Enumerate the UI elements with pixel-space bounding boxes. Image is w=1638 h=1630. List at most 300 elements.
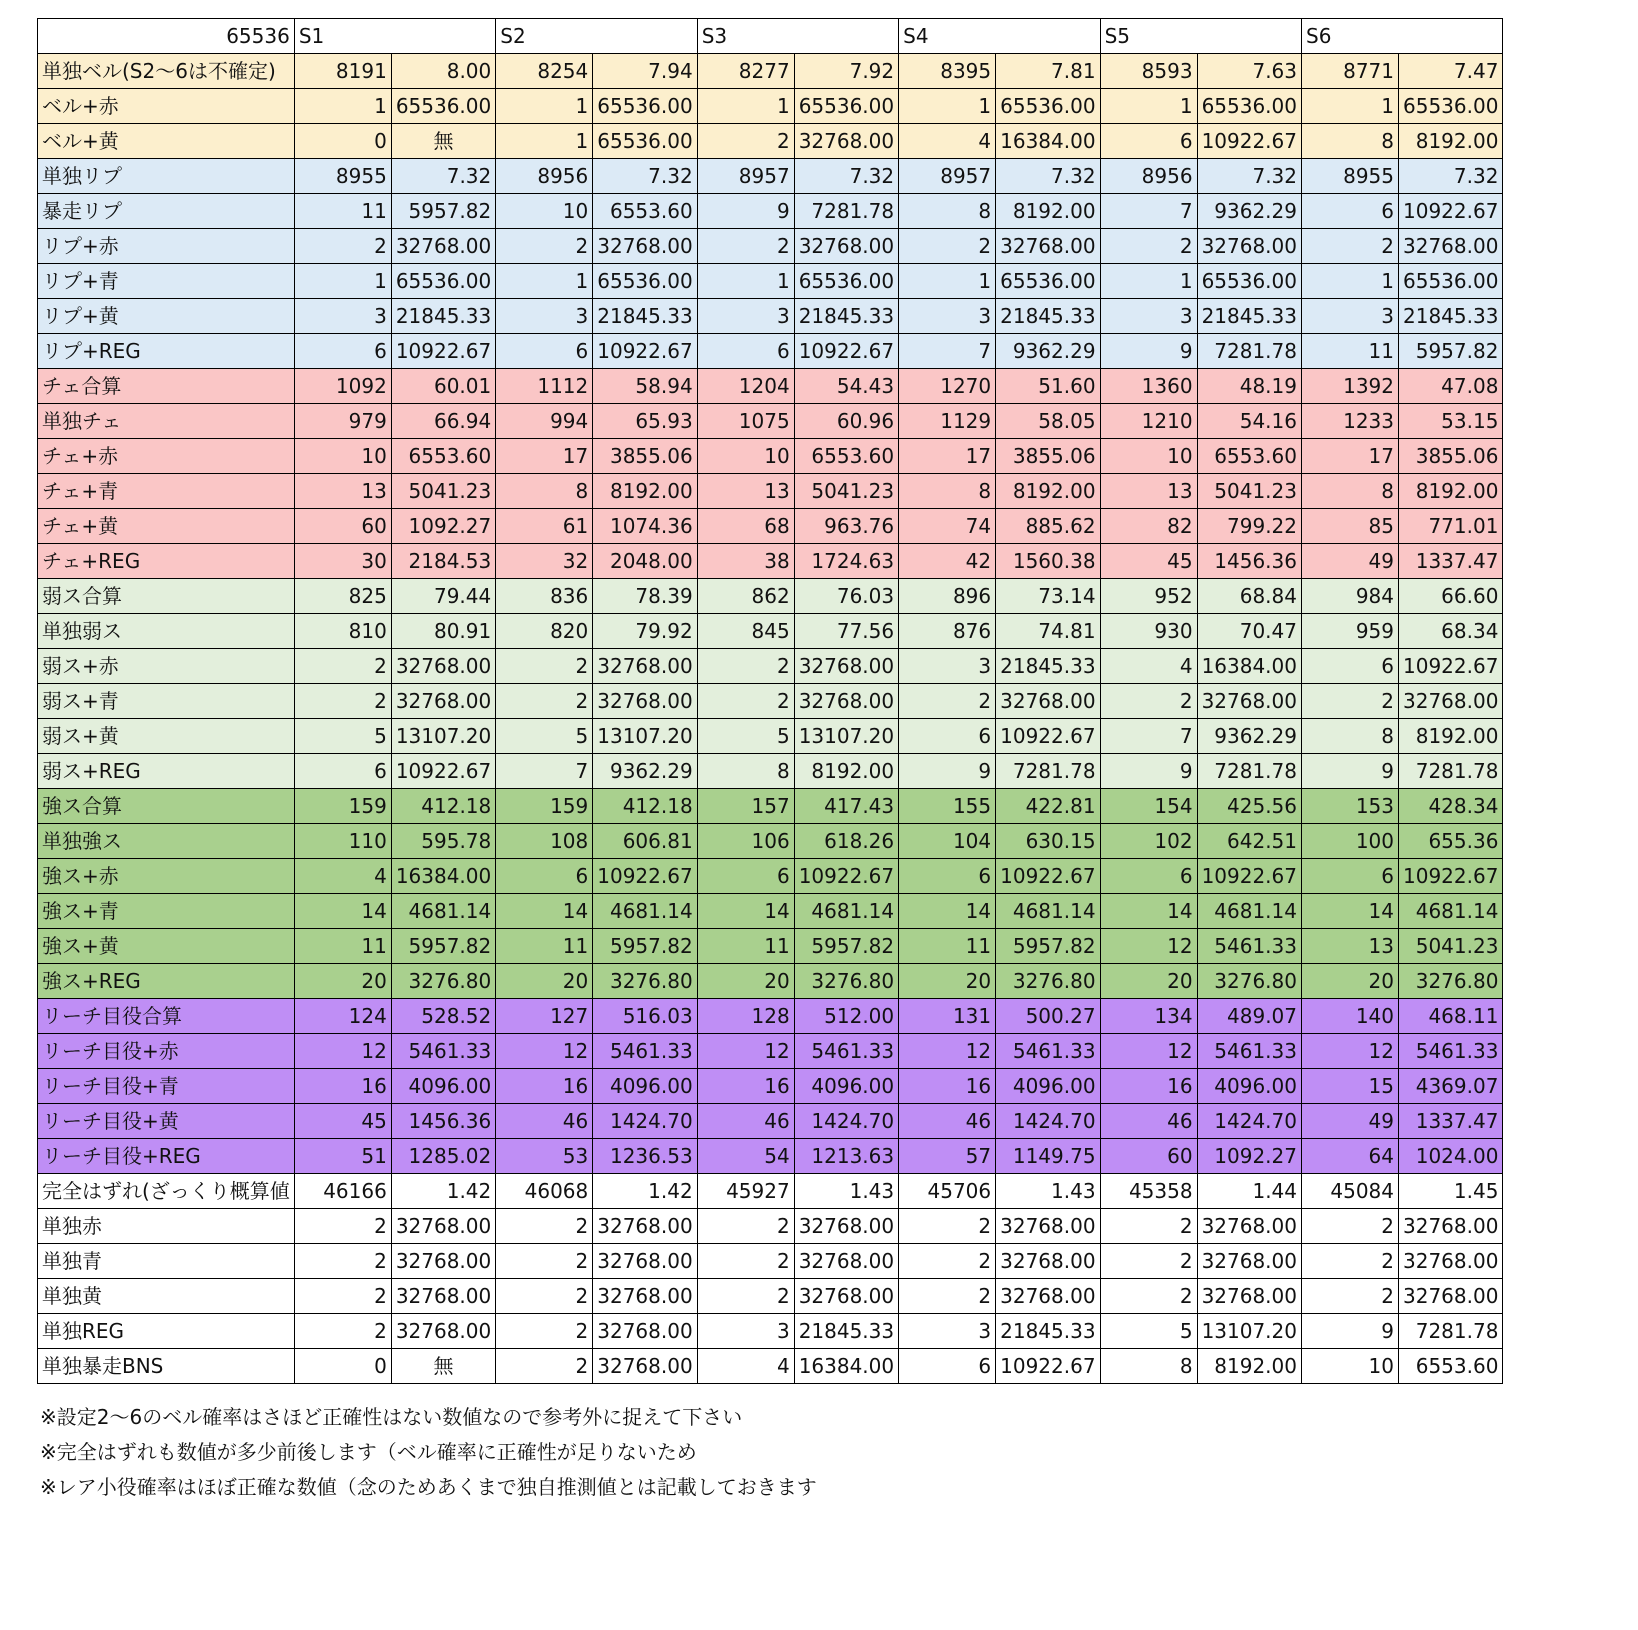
count-cell[interactable]: 46 xyxy=(697,1104,794,1139)
count-cell[interactable]: 1112 xyxy=(496,369,593,404)
probability-cell[interactable]: 885.62 xyxy=(996,509,1100,544)
probability-cell[interactable]: 422.81 xyxy=(996,789,1100,824)
count-cell[interactable]: 140 xyxy=(1302,999,1399,1034)
count-cell[interactable]: 153 xyxy=(1302,789,1399,824)
row-label-cell[interactable]: 弱ス+青 xyxy=(38,684,295,719)
probability-cell[interactable]: 32768.00 xyxy=(593,229,697,264)
probability-cell[interactable]: 13107.20 xyxy=(391,719,495,754)
count-cell[interactable]: 104 xyxy=(899,824,996,859)
probability-cell[interactable]: 53.15 xyxy=(1399,404,1503,439)
count-cell[interactable]: 11 xyxy=(294,929,391,964)
count-cell[interactable]: 6 xyxy=(1302,194,1399,229)
count-cell[interactable]: 2 xyxy=(496,1209,593,1244)
header-setting-6[interactable]: S6 xyxy=(1302,19,1503,54)
row-label-cell[interactable]: チェ+REG xyxy=(38,544,295,579)
count-cell[interactable]: 157 xyxy=(697,789,794,824)
probability-cell[interactable]: 32768.00 xyxy=(794,1244,898,1279)
count-cell[interactable]: 8277 xyxy=(697,54,794,89)
probability-cell[interactable]: 425.56 xyxy=(1197,789,1301,824)
probability-cell[interactable]: 6553.60 xyxy=(1399,1349,1503,1384)
count-cell[interactable]: 20 xyxy=(1100,964,1197,999)
probability-cell[interactable]: 32768.00 xyxy=(593,1279,697,1314)
probability-cell[interactable]: 32768.00 xyxy=(1399,684,1503,719)
probability-cell[interactable]: 512.00 xyxy=(794,999,898,1034)
probability-cell[interactable]: 65536.00 xyxy=(391,264,495,299)
row-label-cell[interactable]: リプ+赤 xyxy=(38,229,295,264)
probability-cell[interactable]: 3855.06 xyxy=(593,439,697,474)
count-cell[interactable]: 57 xyxy=(899,1139,996,1174)
probability-cell[interactable]: 73.14 xyxy=(996,579,1100,614)
probability-cell[interactable]: 32768.00 xyxy=(391,649,495,684)
count-cell[interactable]: 17 xyxy=(496,439,593,474)
probability-cell[interactable]: 4681.14 xyxy=(996,894,1100,929)
count-cell[interactable]: 32 xyxy=(496,544,593,579)
count-cell[interactable]: 1092 xyxy=(294,369,391,404)
count-cell[interactable]: 3 xyxy=(899,1314,996,1349)
count-cell[interactable]: 1360 xyxy=(1100,369,1197,404)
count-cell[interactable]: 45358 xyxy=(1100,1174,1197,1209)
probability-cell[interactable]: 3276.80 xyxy=(1197,964,1301,999)
probability-cell[interactable]: 32768.00 xyxy=(996,1279,1100,1314)
count-cell[interactable]: 6 xyxy=(496,334,593,369)
probability-cell[interactable]: 7.32 xyxy=(996,159,1100,194)
probability-cell[interactable]: 51.60 xyxy=(996,369,1100,404)
probability-cell[interactable]: 65536.00 xyxy=(794,89,898,124)
count-cell[interactable]: 100 xyxy=(1302,824,1399,859)
count-cell[interactable]: 9 xyxy=(1302,1314,1399,1349)
probability-cell[interactable]: 1424.70 xyxy=(593,1104,697,1139)
count-cell[interactable]: 1233 xyxy=(1302,404,1399,439)
probability-cell[interactable]: 7281.78 xyxy=(1197,754,1301,789)
count-cell[interactable]: 45 xyxy=(294,1104,391,1139)
count-cell[interactable]: 1 xyxy=(1302,264,1399,299)
probability-cell[interactable]: 417.43 xyxy=(794,789,898,824)
probability-cell[interactable]: 4681.14 xyxy=(1197,894,1301,929)
count-cell[interactable]: 2 xyxy=(294,229,391,264)
probability-cell[interactable]: 9362.29 xyxy=(1197,719,1301,754)
probability-cell[interactable]: 21845.33 xyxy=(996,299,1100,334)
count-cell[interactable]: 12 xyxy=(1302,1034,1399,1069)
probability-cell[interactable]: 3276.80 xyxy=(996,964,1100,999)
count-cell[interactable]: 154 xyxy=(1100,789,1197,824)
count-cell[interactable]: 9 xyxy=(1100,334,1197,369)
probability-cell[interactable]: 74.81 xyxy=(996,614,1100,649)
count-cell[interactable]: 2 xyxy=(496,684,593,719)
probability-cell[interactable]: 4681.14 xyxy=(1399,894,1503,929)
count-cell[interactable]: 127 xyxy=(496,999,593,1034)
count-cell[interactable]: 42 xyxy=(899,544,996,579)
row-label-cell[interactable]: リーチ目役合算 xyxy=(38,999,295,1034)
probability-cell[interactable]: 9362.29 xyxy=(1197,194,1301,229)
count-cell[interactable]: 10 xyxy=(496,194,593,229)
count-cell[interactable]: 102 xyxy=(1100,824,1197,859)
probability-cell[interactable]: 1092.27 xyxy=(391,509,495,544)
count-cell[interactable]: 1270 xyxy=(899,369,996,404)
count-cell[interactable]: 14 xyxy=(697,894,794,929)
probability-cell[interactable]: 516.03 xyxy=(593,999,697,1034)
count-cell[interactable]: 10 xyxy=(294,439,391,474)
probability-cell[interactable]: 68.84 xyxy=(1197,579,1301,614)
count-cell[interactable]: 3 xyxy=(697,299,794,334)
count-cell[interactable]: 8254 xyxy=(496,54,593,89)
count-cell[interactable]: 14 xyxy=(1302,894,1399,929)
probability-cell[interactable]: 3276.80 xyxy=(794,964,898,999)
count-cell[interactable]: 45 xyxy=(1100,544,1197,579)
probability-cell[interactable]: 528.52 xyxy=(391,999,495,1034)
probability-cell[interactable]: 32768.00 xyxy=(794,124,898,159)
probability-cell[interactable]: 5461.33 xyxy=(391,1034,495,1069)
probability-cell[interactable]: 1.42 xyxy=(391,1174,495,1209)
probability-cell[interactable]: 10922.67 xyxy=(996,1349,1100,1384)
probability-cell[interactable]: 9362.29 xyxy=(593,754,697,789)
row-label-cell[interactable]: 単独青 xyxy=(38,1244,295,1279)
probability-cell[interactable]: 5041.23 xyxy=(1197,474,1301,509)
probability-cell[interactable]: 630.15 xyxy=(996,824,1100,859)
count-cell[interactable]: 1 xyxy=(899,89,996,124)
count-cell[interactable]: 9 xyxy=(1100,754,1197,789)
count-cell[interactable]: 53 xyxy=(496,1139,593,1174)
count-cell[interactable]: 1 xyxy=(1302,89,1399,124)
probability-cell[interactable]: 489.07 xyxy=(1197,999,1301,1034)
count-cell[interactable]: 85 xyxy=(1302,509,1399,544)
count-cell[interactable]: 3 xyxy=(496,299,593,334)
count-cell[interactable]: 45084 xyxy=(1302,1174,1399,1209)
probability-cell[interactable]: 65536.00 xyxy=(593,124,697,159)
probability-cell[interactable]: 68.34 xyxy=(1399,614,1503,649)
count-cell[interactable]: 8 xyxy=(1302,124,1399,159)
probability-cell[interactable]: 16384.00 xyxy=(996,124,1100,159)
count-cell[interactable]: 124 xyxy=(294,999,391,1034)
count-cell[interactable]: 20 xyxy=(1302,964,1399,999)
count-cell[interactable]: 2 xyxy=(697,1244,794,1279)
count-cell[interactable]: 51 xyxy=(294,1139,391,1174)
probability-cell[interactable]: 5461.33 xyxy=(794,1034,898,1069)
probability-cell[interactable]: 5957.82 xyxy=(593,929,697,964)
count-cell[interactable]: 17 xyxy=(899,439,996,474)
count-cell[interactable]: 46 xyxy=(899,1104,996,1139)
count-cell[interactable]: 1 xyxy=(496,89,593,124)
count-cell[interactable]: 68 xyxy=(697,509,794,544)
probability-cell[interactable]: 5461.33 xyxy=(1399,1034,1503,1069)
count-cell[interactable]: 2 xyxy=(1302,1244,1399,1279)
probability-cell[interactable]: 48.19 xyxy=(1197,369,1301,404)
probability-cell[interactable]: 1456.36 xyxy=(391,1104,495,1139)
probability-cell[interactable]: 963.76 xyxy=(794,509,898,544)
count-cell[interactable]: 2 xyxy=(697,124,794,159)
probability-cell[interactable]: 10922.67 xyxy=(1399,194,1503,229)
count-cell[interactable]: 2 xyxy=(697,229,794,264)
probability-cell[interactable]: 8192.00 xyxy=(996,474,1100,509)
count-cell[interactable]: 5 xyxy=(1100,1314,1197,1349)
count-cell[interactable]: 82 xyxy=(1100,509,1197,544)
probability-cell[interactable]: 1.43 xyxy=(794,1174,898,1209)
probability-cell[interactable]: 3276.80 xyxy=(391,964,495,999)
probability-cell[interactable]: 65536.00 xyxy=(996,89,1100,124)
count-cell[interactable]: 2 xyxy=(496,649,593,684)
count-cell[interactable]: 2 xyxy=(899,1244,996,1279)
count-cell[interactable]: 1392 xyxy=(1302,369,1399,404)
probability-cell[interactable]: 10922.67 xyxy=(794,334,898,369)
corner-cell[interactable]: 65536 xyxy=(38,19,295,54)
count-cell[interactable]: 46 xyxy=(496,1104,593,1139)
probability-cell[interactable]: 8.00 xyxy=(391,54,495,89)
probability-cell[interactable]: 6553.60 xyxy=(593,194,697,229)
row-label-cell[interactable]: リプ+REG xyxy=(38,334,295,369)
probability-cell[interactable]: 32768.00 xyxy=(1197,1279,1301,1314)
count-cell[interactable]: 6 xyxy=(899,859,996,894)
count-cell[interactable]: 2 xyxy=(899,1209,996,1244)
count-cell[interactable]: 110 xyxy=(294,824,391,859)
count-cell[interactable]: 876 xyxy=(899,614,996,649)
probability-cell[interactable]: 32768.00 xyxy=(593,1349,697,1384)
row-label-cell[interactable]: 弱ス+黄 xyxy=(38,719,295,754)
probability-cell[interactable]: 1074.36 xyxy=(593,509,697,544)
count-cell[interactable]: 38 xyxy=(697,544,794,579)
probability-cell[interactable]: 7.92 xyxy=(794,54,898,89)
count-cell[interactable]: 8957 xyxy=(899,159,996,194)
probability-cell[interactable]: 4681.14 xyxy=(391,894,495,929)
row-label-cell[interactable]: 強ス+REG xyxy=(38,964,295,999)
probability-cell[interactable]: 9362.29 xyxy=(996,334,1100,369)
row-label-cell[interactable]: チェ+青 xyxy=(38,474,295,509)
count-cell[interactable]: 8955 xyxy=(294,159,391,194)
probability-cell[interactable]: 65536.00 xyxy=(1399,264,1503,299)
count-cell[interactable]: 20 xyxy=(294,964,391,999)
probability-cell[interactable]: 1724.63 xyxy=(794,544,898,579)
count-cell[interactable]: 54 xyxy=(697,1139,794,1174)
probability-cell[interactable]: 60.96 xyxy=(794,404,898,439)
probability-cell[interactable]: 412.18 xyxy=(391,789,495,824)
count-cell[interactable]: 2 xyxy=(1100,684,1197,719)
row-label-cell[interactable]: 弱ス合算 xyxy=(38,579,295,614)
row-label-cell[interactable]: 単独REG xyxy=(38,1314,295,1349)
probability-cell[interactable]: 21845.33 xyxy=(794,299,898,334)
count-cell[interactable]: 8 xyxy=(899,474,996,509)
count-cell[interactable]: 8771 xyxy=(1302,54,1399,89)
count-cell[interactable]: 6 xyxy=(899,1349,996,1384)
count-cell[interactable]: 2 xyxy=(697,649,794,684)
probability-cell[interactable]: 10922.67 xyxy=(1399,859,1503,894)
probability-cell[interactable]: 1456.36 xyxy=(1197,544,1301,579)
probability-cell[interactable]: 3855.06 xyxy=(1399,439,1503,474)
probability-cell[interactable]: 3855.06 xyxy=(996,439,1100,474)
count-cell[interactable]: 12 xyxy=(496,1034,593,1069)
probability-cell[interactable]: 7.63 xyxy=(1197,54,1301,89)
count-cell[interactable]: 2 xyxy=(697,1209,794,1244)
count-cell[interactable]: 159 xyxy=(496,789,593,824)
count-cell[interactable]: 3 xyxy=(899,299,996,334)
count-cell[interactable]: 2 xyxy=(1302,229,1399,264)
probability-cell[interactable]: 32768.00 xyxy=(1399,1209,1503,1244)
row-label-cell[interactable]: リーチ目役+赤 xyxy=(38,1034,295,1069)
count-cell[interactable]: 49 xyxy=(1302,544,1399,579)
count-cell[interactable]: 1 xyxy=(1100,89,1197,124)
count-cell[interactable]: 5 xyxy=(697,719,794,754)
count-cell[interactable]: 20 xyxy=(496,964,593,999)
probability-cell[interactable]: 32768.00 xyxy=(1197,1209,1301,1244)
count-cell[interactable]: 810 xyxy=(294,614,391,649)
count-cell[interactable]: 8 xyxy=(899,194,996,229)
count-cell[interactable]: 9 xyxy=(899,754,996,789)
count-cell[interactable]: 13 xyxy=(697,474,794,509)
count-cell[interactable]: 8955 xyxy=(1302,159,1399,194)
count-cell[interactable]: 9 xyxy=(1302,754,1399,789)
probability-cell[interactable]: 6553.60 xyxy=(391,439,495,474)
probability-cell[interactable]: 428.34 xyxy=(1399,789,1503,824)
count-cell[interactable]: 979 xyxy=(294,404,391,439)
count-cell[interactable]: 14 xyxy=(496,894,593,929)
count-cell[interactable]: 3 xyxy=(1100,299,1197,334)
count-cell[interactable]: 6 xyxy=(294,334,391,369)
probability-cell[interactable]: 32768.00 xyxy=(391,1244,495,1279)
probability-cell[interactable]: 10922.67 xyxy=(1399,649,1503,684)
probability-cell[interactable]: 4096.00 xyxy=(794,1069,898,1104)
probability-cell[interactable]: 5957.82 xyxy=(1399,334,1503,369)
probability-cell[interactable]: 32768.00 xyxy=(794,1279,898,1314)
count-cell[interactable]: 159 xyxy=(294,789,391,824)
probability-cell[interactable]: 65.93 xyxy=(593,404,697,439)
probability-cell[interactable]: 5041.23 xyxy=(391,474,495,509)
probability-cell[interactable]: 412.18 xyxy=(593,789,697,824)
count-cell[interactable]: 10 xyxy=(1100,439,1197,474)
count-cell[interactable]: 896 xyxy=(899,579,996,614)
count-cell[interactable]: 3 xyxy=(1302,299,1399,334)
row-label-cell[interactable]: リーチ目役+REG xyxy=(38,1139,295,1174)
probability-cell[interactable]: 32768.00 xyxy=(391,1279,495,1314)
count-cell[interactable]: 13 xyxy=(294,474,391,509)
count-cell[interactable]: 6 xyxy=(1302,859,1399,894)
count-cell[interactable]: 6 xyxy=(496,859,593,894)
count-cell[interactable]: 14 xyxy=(1100,894,1197,929)
count-cell[interactable]: 16 xyxy=(697,1069,794,1104)
probability-cell[interactable]: 7.32 xyxy=(1197,159,1301,194)
count-cell[interactable]: 6 xyxy=(1100,859,1197,894)
count-cell[interactable]: 45927 xyxy=(697,1174,794,1209)
probability-cell[interactable]: 32768.00 xyxy=(794,229,898,264)
count-cell[interactable]: 12 xyxy=(697,1034,794,1069)
probability-cell[interactable]: 10922.67 xyxy=(391,754,495,789)
probability-cell[interactable]: 32768.00 xyxy=(593,1244,697,1279)
count-cell[interactable]: 8956 xyxy=(496,159,593,194)
count-cell[interactable]: 8593 xyxy=(1100,54,1197,89)
row-label-cell[interactable]: ベル+赤 xyxy=(38,89,295,124)
probability-cell[interactable]: 5957.82 xyxy=(391,194,495,229)
probability-cell[interactable]: 7281.78 xyxy=(1399,1314,1503,1349)
count-cell[interactable]: 2 xyxy=(899,1279,996,1314)
probability-cell[interactable]: 5461.33 xyxy=(593,1034,697,1069)
probability-cell[interactable]: 21845.33 xyxy=(391,299,495,334)
probability-cell[interactable]: 32768.00 xyxy=(593,684,697,719)
row-label-cell[interactable]: 弱ス+REG xyxy=(38,754,295,789)
count-cell[interactable]: 7 xyxy=(899,334,996,369)
probability-cell[interactable]: 13107.20 xyxy=(1197,1314,1301,1349)
count-cell[interactable]: 1204 xyxy=(697,369,794,404)
count-cell[interactable]: 46166 xyxy=(294,1174,391,1209)
probability-cell[interactable]: 79.44 xyxy=(391,579,495,614)
probability-cell[interactable]: 21845.33 xyxy=(593,299,697,334)
count-cell[interactable]: 7 xyxy=(496,754,593,789)
probability-cell[interactable]: 5461.33 xyxy=(1197,1034,1301,1069)
count-cell[interactable]: 930 xyxy=(1100,614,1197,649)
count-cell[interactable]: 8957 xyxy=(697,159,794,194)
count-cell[interactable]: 862 xyxy=(697,579,794,614)
probability-cell[interactable]: 13107.20 xyxy=(593,719,697,754)
probability-cell[interactable]: 32768.00 xyxy=(391,684,495,719)
header-setting-5[interactable]: S5 xyxy=(1100,19,1301,54)
row-label-cell[interactable]: チェ+黄 xyxy=(38,509,295,544)
probability-cell[interactable]: 8192.00 xyxy=(1399,719,1503,754)
count-cell[interactable]: 16 xyxy=(294,1069,391,1104)
probability-cell[interactable]: 1560.38 xyxy=(996,544,1100,579)
count-cell[interactable]: 128 xyxy=(697,999,794,1034)
probability-cell[interactable]: 3276.80 xyxy=(593,964,697,999)
probability-cell[interactable]: 32768.00 xyxy=(996,1209,1100,1244)
row-label-cell[interactable]: 単独黄 xyxy=(38,1279,295,1314)
row-label-cell[interactable]: 単独弱ス xyxy=(38,614,295,649)
probability-cell[interactable]: 77.56 xyxy=(794,614,898,649)
count-cell[interactable]: 20 xyxy=(899,964,996,999)
probability-cell[interactable]: 21845.33 xyxy=(1197,299,1301,334)
probability-cell[interactable]: 5957.82 xyxy=(996,929,1100,964)
probability-cell[interactable]: 32768.00 xyxy=(996,684,1100,719)
probability-cell[interactable]: 無 xyxy=(391,124,495,159)
count-cell[interactable]: 64 xyxy=(1302,1139,1399,1174)
count-cell[interactable]: 14 xyxy=(294,894,391,929)
header-setting-1[interactable]: S1 xyxy=(294,19,495,54)
probability-cell[interactable]: 4096.00 xyxy=(391,1069,495,1104)
probability-cell[interactable]: 1337.47 xyxy=(1399,544,1503,579)
probability-cell[interactable]: 65536.00 xyxy=(996,264,1100,299)
count-cell[interactable]: 0 xyxy=(294,1349,391,1384)
probability-cell[interactable]: 13107.20 xyxy=(794,719,898,754)
row-label-cell[interactable]: 単独リプ xyxy=(38,159,295,194)
count-cell[interactable]: 6 xyxy=(1302,649,1399,684)
probability-cell[interactable]: 7.32 xyxy=(391,159,495,194)
count-cell[interactable]: 30 xyxy=(294,544,391,579)
probability-cell[interactable]: 5041.23 xyxy=(1399,929,1503,964)
count-cell[interactable]: 11 xyxy=(294,194,391,229)
probability-cell[interactable]: 7281.78 xyxy=(794,194,898,229)
probability-cell[interactable]: 5041.23 xyxy=(794,474,898,509)
probability-cell[interactable]: 65536.00 xyxy=(593,264,697,299)
count-cell[interactable]: 60 xyxy=(1100,1139,1197,1174)
count-cell[interactable]: 12 xyxy=(1100,929,1197,964)
count-cell[interactable]: 1210 xyxy=(1100,404,1197,439)
probability-cell[interactable]: 10922.67 xyxy=(593,859,697,894)
count-cell[interactable]: 14 xyxy=(899,894,996,929)
count-cell[interactable]: 45706 xyxy=(899,1174,996,1209)
count-cell[interactable]: 4 xyxy=(697,1349,794,1384)
count-cell[interactable]: 4 xyxy=(1100,649,1197,684)
count-cell[interactable]: 2 xyxy=(294,649,391,684)
count-cell[interactable]: 8 xyxy=(1302,474,1399,509)
count-cell[interactable]: 1129 xyxy=(899,404,996,439)
probability-cell[interactable]: 32768.00 xyxy=(1197,1244,1301,1279)
probability-cell[interactable]: 21845.33 xyxy=(1399,299,1503,334)
probability-cell[interactable]: 21845.33 xyxy=(794,1314,898,1349)
count-cell[interactable]: 46068 xyxy=(496,1174,593,1209)
row-label-cell[interactable]: リーチ目役+青 xyxy=(38,1069,295,1104)
count-cell[interactable]: 16 xyxy=(899,1069,996,1104)
count-cell[interactable]: 2 xyxy=(496,229,593,264)
count-cell[interactable]: 3 xyxy=(294,299,391,334)
count-cell[interactable]: 16 xyxy=(1100,1069,1197,1104)
header-setting-4[interactable]: S4 xyxy=(899,19,1100,54)
probability-cell[interactable]: 500.27 xyxy=(996,999,1100,1034)
count-cell[interactable]: 952 xyxy=(1100,579,1197,614)
probability-cell[interactable]: 65536.00 xyxy=(1197,89,1301,124)
count-cell[interactable]: 1 xyxy=(294,264,391,299)
